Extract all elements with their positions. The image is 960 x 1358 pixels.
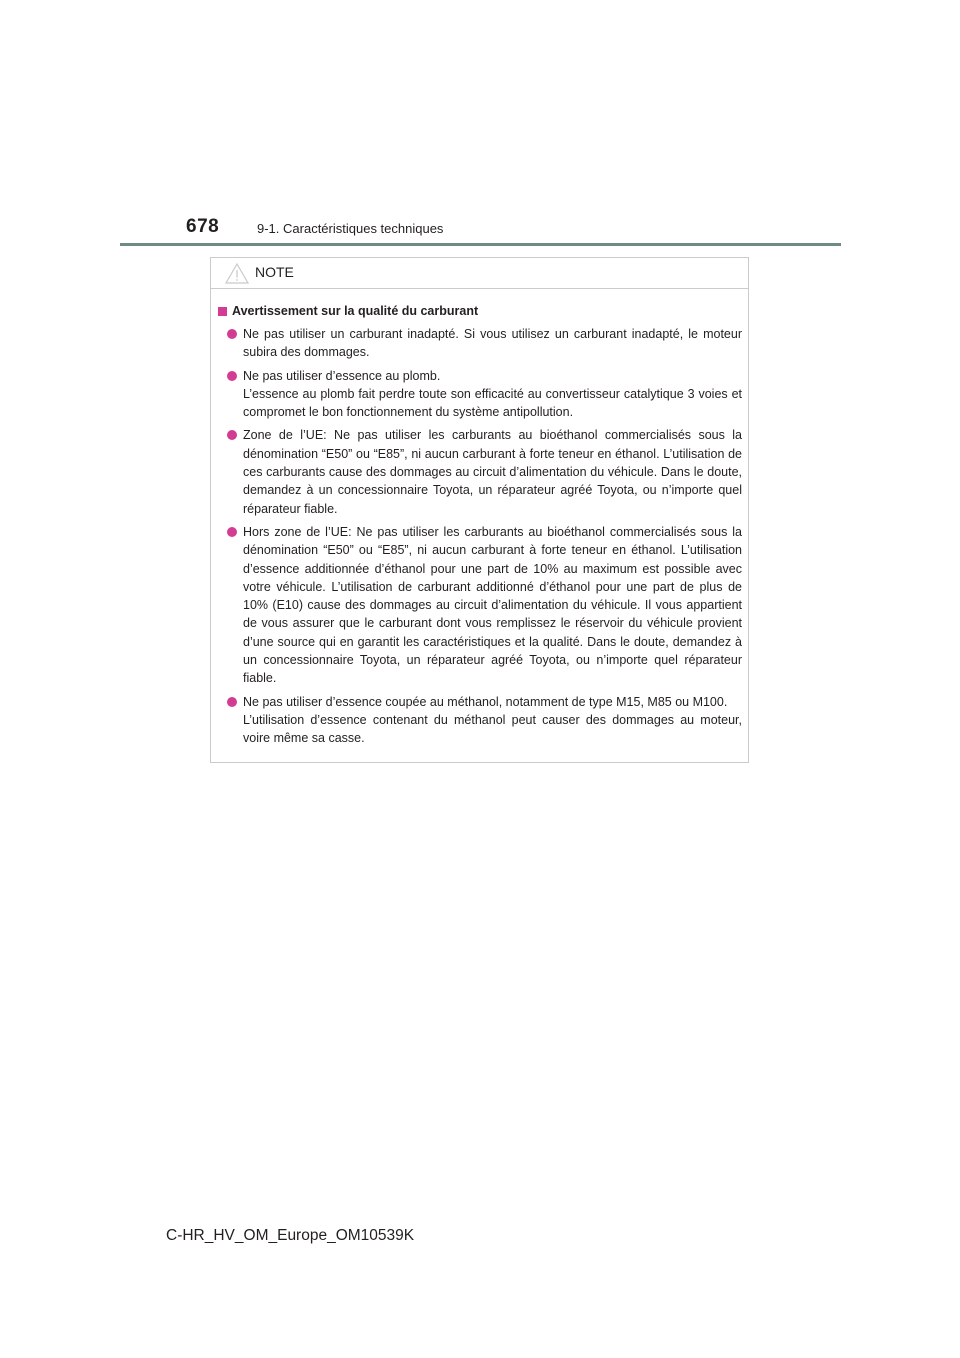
note-bullet-item xyxy=(218,426,742,517)
note-bullet-item xyxy=(218,367,742,422)
warning-triangle-icon xyxy=(225,263,249,284)
footer-document-code: C-HR_HV_OM_Europe_OM10539K xyxy=(166,1227,415,1244)
square-bullet-icon xyxy=(218,307,227,316)
note-bullet-text: Ne pas utiliser un carburant inadapté. Si vous utilisez un carburant inadapté, le moteur subira des dommages. xyxy=(243,327,742,360)
round-bullet-icon xyxy=(227,527,237,537)
note-subtitle-text: Avertissement sur la qualité du carburant xyxy=(232,304,479,318)
note-bullet-text: Ne pas utiliser d’essence coupée au méthanol, notamment de type M15, M85 ou M100. xyxy=(243,694,728,709)
note-header xyxy=(211,258,748,289)
round-bullet-icon xyxy=(227,371,237,381)
round-bullet-icon xyxy=(227,329,237,339)
note-box xyxy=(210,257,749,763)
note-bullet-item xyxy=(218,523,742,688)
note-items xyxy=(218,325,742,748)
note-bullet-text: L’essence au plomb fait perdre toute son efficacité au convertisseur catalytique 3 voies et compromet le bon fonctionnement du système antipollution. xyxy=(243,386,742,420)
note-bullet-item xyxy=(218,325,742,362)
note-bullet-text: Hors zone de l’UE: Ne pas utiliser les carburants au bioéthanol commercialisés sous la dénomination “E50” ou “E85”, ni aucun carburant à forte teneur en éthanol. L’utilisation d’essence additionnée d’éthanol pour une part de 10% au maximum est possible avec votre véhicule. L’utilisation de carburant additionné d’éthanol pour une part de plus de 10% (E10) cause des dommages au circuit d’alimentation du véhicule. Il vous appartient de vous assurer que le carburant dont vous remplissez le réservoir du véhicule provient d’une source qui en garantit les caractéristiques et la qualité. Dans le doute, demandez à un concessionnaire Toyota, un réparateur agréé Toyota, ou n’importe quel réparateur fiable. xyxy=(243,524,742,686)
round-bullet-icon xyxy=(227,430,237,440)
note-bullet-text: Zone de l’UE: Ne pas utiliser les carburants au bioéthanol commercialisés sous la dénomination “E50” ou “E85”, ni aucun carburant à forte teneur en éthanol. L’utilisation de ces carburants cause des dommages au circuit d’alimentation du véhicule. Dans le doute, demandez à un concessionnaire Toyota, un réparateur agréé Toyota, ou n’importe quel réparateur fiable. xyxy=(243,428,742,516)
note-label: NOTE xyxy=(255,264,294,280)
page-number: 678 xyxy=(186,216,220,237)
note-bullet-text: Ne pas utiliser d’essence au plomb. xyxy=(243,368,441,383)
header-divider xyxy=(120,243,841,246)
note-body xyxy=(211,289,748,748)
note-bullet-item xyxy=(218,693,742,748)
note-subtitle xyxy=(218,302,742,320)
round-bullet-icon xyxy=(227,697,237,707)
note-bullet-text: L’utilisation d’essence contenant du méthanol peut causer des dommages au moteur, voire même sa casse. xyxy=(243,712,742,746)
section-title: 9-1. Caractéristiques techniques xyxy=(257,221,444,236)
